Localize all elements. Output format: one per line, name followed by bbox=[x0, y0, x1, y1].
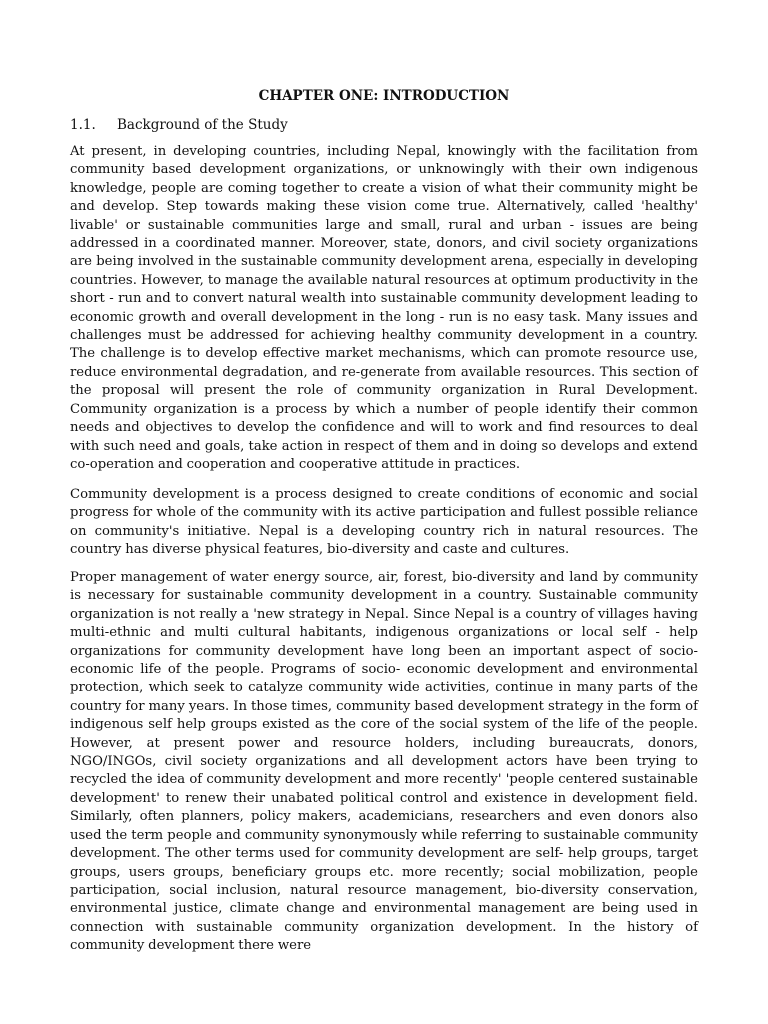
section-number: 1.1. bbox=[70, 117, 96, 133]
section-title: Background of the Study bbox=[117, 117, 288, 133]
paragraph-1: At present, in developing countries, including Nepal, knowingly with the facilitation from community based development organizations, or unknowingly with their own indigenous knowledge, people are coming together to create a vision of what their community might be and develop. Step towards making these vision come true. Alternatively, called 'healthy' livable' or sustainable communities large and small, rural and urban - issues are being addressed in a coordinated manner. Moreover, state, donors, and civil society organizations are being involved in the sustainable community development arena, especially in developing countries. However, to manage the available natural resources at optimum productivity in the short - run and to convert natural wealth into sustainable community development leading to economic growth and overall development in the long - run is no easy task. Many issues and challenges must be addressed for achieving healthy community development in a country. The challenge is to develop effective market mechanisms, which can promote resource use, reduce environmental degradation, and re-generate from available resources. This section of the proposal will present the role of community organization in Rural Development. Community organization is a process by which a number of people identify their common needs and objectives to develop the confidence and will to work and find resources to deal with such need and goals, take action in respect of them and in doing so develops and extend co-operation and cooperation and cooperative attitude in practices. bbox=[70, 144, 698, 472]
chapter-title: CHAPTER ONE: INTRODUCTION bbox=[258, 88, 510, 104]
section-heading bbox=[70, 116, 288, 134]
paragraph-2: Community development is a process designed to create conditions of economic and social progress for whole of the community with its active participation and fullest possible reliance on community's initiative. Nepal is a developing country rich in natural resources. The country has diverse physical features, bio-diversity and caste and cultures. bbox=[70, 487, 698, 558]
paragraph-3: Proper management of water energy source, air, forest, bio-diversity and land by community is necessary for sustainable community development in a country. Sustainable community organization is not really a 'new strategy in Nepal. Since Nepal is a country of villages having multi-ethnic and multi cultural habitants, indigenous organizations or local self - help organizations for community development have long been an important aspect of socio-economic life of the people. Programs of socio- economic development and environmental protection, which seek to catalyze community wide activities, continue in many parts of the country for many years. In those times, community based development strategy in the form of indigenous self help groups existed as the core of the social system of the life of the people. However, at present power and resource holders, including bureaucrats, donors, NGO/INGOs, civil society organizations and all development actors have been trying to recycled the idea of community development and more recently' 'people centered sustainable development' to renew their unabated political control and existence in development field. Similarly, often planners, policy makers, academicians, researchers and even donors also used the term people and community synonymously while referring to sustainable community development. The other terms used for community development are self- help groups, target groups, users groups, beneficiary groups etc. more recently; social mobilization, people participation, social inclusion, natural resource management, bio-diversity conservation, environmental justice, climate change and environmental management are being used in connection with sustainable community organization development. In the history of community development there were bbox=[70, 570, 698, 954]
